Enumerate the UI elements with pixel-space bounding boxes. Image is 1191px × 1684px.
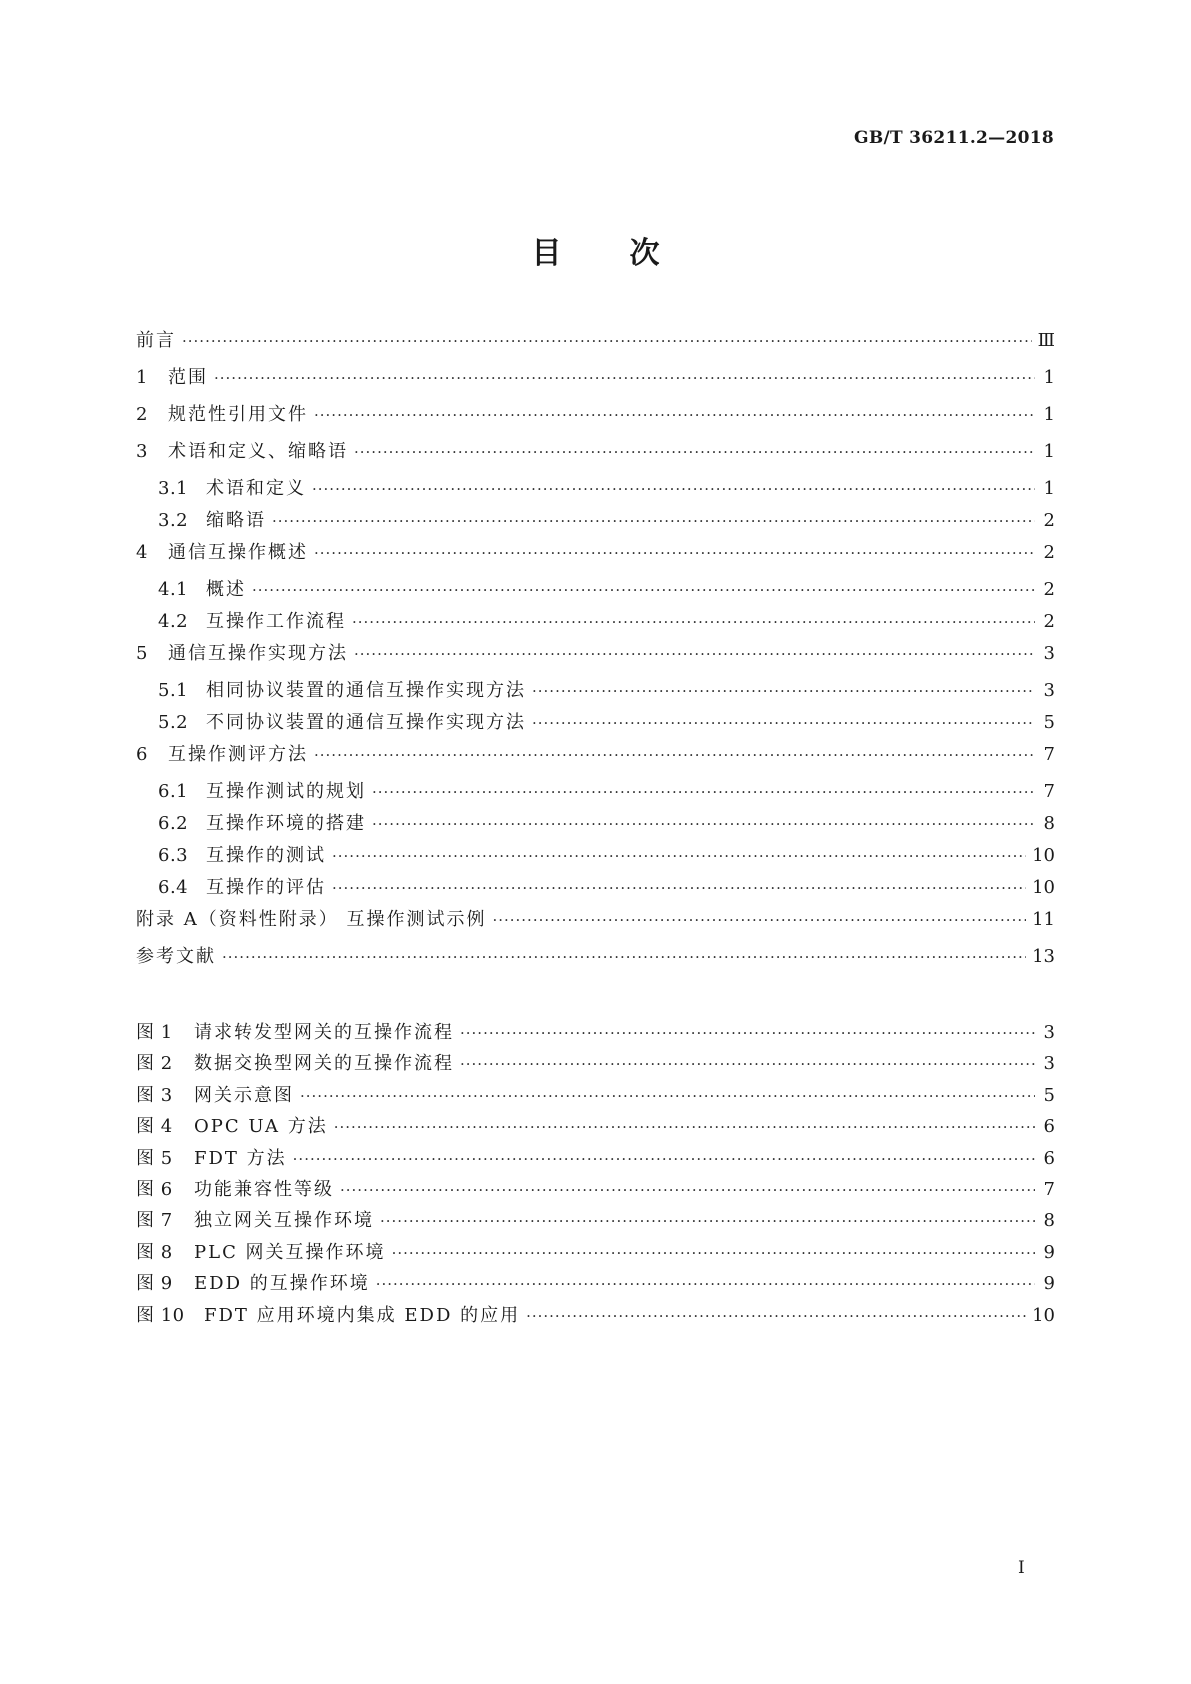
toc-entry[interactable] [136,611,1055,643]
toc-entry-number: 1 [136,367,148,388]
toc-entry-title: 范围 [168,367,208,388]
figure-title: 请求转发型网关的互操作流程 [194,1022,454,1043]
dot-leader [380,1210,1035,1232]
toc-entry-number: 3.2 [158,510,189,531]
toc-entry-number: 3 [136,441,148,462]
figure-page: 10 [1032,1304,1055,1326]
figure-number: 图 1 [136,1022,173,1043]
toc-entry[interactable] [136,643,1055,680]
toc-entry[interactable] [136,813,1055,845]
dot-leader [312,478,1035,500]
figure-page: 7 [1043,1178,1055,1200]
toc-entry-number: 4.2 [158,611,189,632]
toc-entry[interactable] [136,579,1055,611]
toc-entry-title: 互操作测评方法 [168,744,308,765]
page-title: 目次 [531,236,728,271]
figure-entry[interactable] [136,1148,1055,1179]
toc-entry-number: 2 [136,404,148,425]
toc-entry-page: 10 [1032,877,1055,898]
toc-entry-title: 互操作环境的搭建 [206,813,366,834]
dot-leader [314,542,1035,564]
dot-leader [392,1242,1035,1264]
dot-leader [354,441,1035,463]
figure-page: 8 [1043,1210,1055,1232]
figure-title: 独立网关互操作环境 [194,1210,374,1232]
figure-entry[interactable] [136,1305,1055,1336]
toc-entry-title: 互操作的测试 [206,845,326,866]
dot-leader [332,877,1026,899]
dot-leader [272,510,1035,532]
dot-leader [354,643,1035,665]
dot-leader [252,579,1035,601]
figure-title: PLC 网关互操作环境 [194,1241,386,1263]
figure-page: 6 [1043,1147,1055,1169]
figure-number: 图 6 [136,1178,173,1200]
toc-entry-page: 13 [1032,946,1055,967]
toc-entry[interactable] [136,478,1055,510]
dot-leader [460,1022,1035,1044]
toc-entry-page: 3 [1043,643,1055,664]
figure-entry[interactable] [136,1242,1055,1273]
dot-leader [314,744,1035,766]
toc-entry[interactable] [136,845,1055,877]
toc-entry[interactable] [136,744,1055,781]
toc-entry-title: 相同协议装置的通信互操作实现方法 [206,680,526,701]
toc-entry[interactable] [136,680,1055,712]
toc-entry-page: 3 [1043,680,1055,701]
toc-entry[interactable] [136,510,1055,542]
dot-leader [492,909,1026,931]
dot-leader [376,1273,1035,1295]
toc-entry-number: 5.2 [158,712,189,733]
figure-page: 6 [1043,1116,1055,1138]
toc-entry-page: 5 [1043,712,1055,733]
toc-entry-page: 1 [1043,367,1055,388]
toc-entry-number: 4 [136,542,148,563]
toc-entry[interactable] [136,909,1055,946]
toc-entry-number: 5 [136,643,148,664]
toc-entry-title: 术语和定义、缩略语 [168,441,348,462]
figure-entry[interactable] [136,1053,1055,1084]
toc-entry-title: 互操作测试的规划 [206,781,366,802]
dot-leader [300,1085,1035,1107]
figure-title: 功能兼容性等级 [194,1178,334,1200]
toc-entry-number: 6 [136,744,148,765]
dot-leader [293,1148,1035,1170]
figure-number: 图 7 [136,1210,173,1232]
figure-title: OPC UA 方法 [194,1116,328,1138]
figure-number: 图 4 [136,1116,173,1138]
toc-entry-page: 2 [1043,611,1055,632]
dot-leader [372,781,1035,803]
figure-list [136,1022,1055,1336]
figure-title: 网关示意图 [194,1084,294,1106]
figure-title: FDT 应用环境内集成 EDD 的应用 [204,1304,521,1326]
toc-entry-title: 附录 A（资料性附录） 互操作测试示例 [136,909,487,930]
toc-entry[interactable] [136,781,1055,813]
toc-entry-page: 8 [1043,813,1055,834]
toc-entry-title: 规范性引用文件 [168,404,308,425]
figure-number: 图 3 [136,1084,173,1106]
figure-page: 9 [1043,1241,1055,1263]
toc-entry[interactable] [136,367,1055,404]
toc-entry-number: 6.1 [158,781,189,802]
toc-entry-number: 3.1 [158,478,189,499]
toc-entry-title: 互操作工作流程 [206,611,346,632]
dot-leader [526,1305,1026,1327]
toc-entry[interactable] [136,877,1055,909]
toc-entry-number: 6.4 [158,877,189,898]
toc-entry-page: 2 [1043,542,1055,563]
toc-entry-title: 不同协议装置的通信互操作实现方法 [206,712,526,733]
dot-leader [532,712,1035,734]
dot-leader [214,367,1035,389]
toc-entry-page: 2 [1043,579,1055,600]
figure-page: 3 [1043,1053,1055,1075]
figure-entry[interactable] [136,1085,1055,1116]
figure-page: 9 [1043,1273,1055,1295]
toc-entry[interactable] [136,712,1055,744]
figure-entry[interactable] [136,1179,1055,1210]
toc-entry-page: 7 [1043,744,1055,765]
dot-leader [334,1116,1035,1138]
toc-entry-number: 6.3 [158,845,189,866]
toc-entry-title: 通信互操作概述 [168,542,308,563]
toc-entry[interactable] [136,330,1055,367]
toc-entry-page: 1 [1043,404,1055,425]
figure-number: 图 9 [136,1273,173,1295]
toc-entry[interactable] [136,946,1055,983]
figure-entry[interactable] [136,1116,1055,1147]
toc-entry-page: 1 [1043,441,1055,462]
figure-number: 图 10 [136,1304,185,1326]
figure-title: FDT 方法 [194,1147,287,1169]
dot-leader [222,946,1026,968]
toc-list [136,330,1055,983]
toc-entry-page: 2 [1043,510,1055,531]
toc-entry-title: 通信互操作实现方法 [168,643,348,664]
standard-code: GB/T 36211.2—2018 [854,128,1054,148]
toc-entry-title: 缩略语 [206,510,266,531]
toc-entry-title: 概述 [206,579,246,600]
figure-title: EDD 的互操作环境 [194,1273,370,1295]
toc-entry-title: 互操作的评估 [206,877,326,898]
toc-entry-number: 6.2 [158,813,189,834]
dot-leader [314,404,1035,426]
figure-page: 5 [1043,1084,1055,1106]
page-number: I [1018,1558,1025,1578]
dot-leader [340,1179,1035,1201]
toc-entry-number: 4.1 [158,579,189,600]
toc-entry-title: 术语和定义 [206,478,306,499]
dot-leader [182,330,1032,352]
figure-entry[interactable] [136,1273,1055,1304]
figure-entry[interactable] [136,1210,1055,1241]
toc-entry-page: 1 [1043,478,1055,499]
toc-entry-page: 7 [1043,781,1055,802]
dot-leader [352,611,1035,633]
dot-leader [332,845,1026,867]
figure-number: 图 8 [136,1241,173,1263]
toc-entry-page: Ⅲ [1037,330,1055,351]
figure-title: 数据交换型网关的互操作流程 [194,1053,454,1075]
toc-entry[interactable] [136,404,1055,441]
figure-page: 3 [1043,1022,1055,1043]
dot-leader [460,1053,1035,1075]
toc-entry-title: 前言 [136,330,176,351]
toc-entry[interactable] [136,441,1055,478]
toc-entry[interactable] [136,542,1055,579]
toc-entry-page: 10 [1032,845,1055,866]
figure-number: 图 2 [136,1053,173,1075]
toc-entry-page: 11 [1032,909,1055,930]
toc-entry-title: 参考文献 [136,946,216,967]
toc-entry-number: 5.1 [158,680,189,701]
dot-leader [372,813,1035,835]
figure-entry[interactable] [136,1022,1055,1053]
figure-number: 图 5 [136,1147,173,1169]
dot-leader [532,680,1035,702]
